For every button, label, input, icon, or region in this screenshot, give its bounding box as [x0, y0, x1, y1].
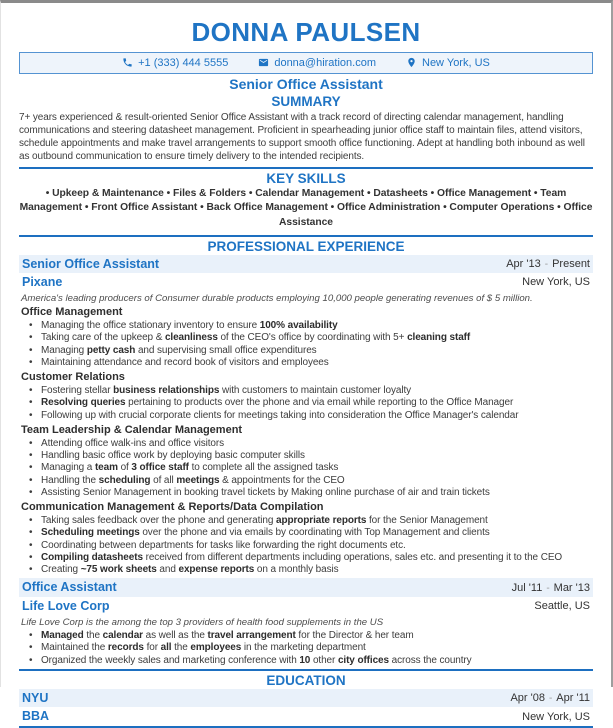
- date-start: Apr '13: [506, 257, 541, 270]
- date-separator: -: [548, 693, 553, 705]
- duty-group-title: Team Leadership & Calendar Management: [21, 423, 243, 436]
- date-separator: -: [546, 582, 550, 594]
- duty-list: [19, 630, 593, 668]
- duty-item: [29, 332, 593, 344]
- duty-text-segment: scheduling: [98, 474, 151, 486]
- duty-text-segment: Creating: [41, 564, 81, 576]
- duty-text-segment: & appointments for the CEO: [219, 474, 345, 486]
- duty-text-segment: cleanliness: [164, 332, 218, 344]
- duty-text-segment: Taking care of the upkeep &: [41, 332, 165, 344]
- date-separator: -: [544, 258, 549, 270]
- duty-list: [19, 438, 593, 500]
- duty-text-segment: travel arrangement: [207, 630, 296, 642]
- contact-location: [406, 57, 490, 69]
- duty-text-segment: across the country: [388, 654, 472, 666]
- duty-text-segment: Resolving queries: [41, 397, 126, 409]
- jobs-container: [19, 255, 593, 668]
- duty-item: [29, 527, 593, 539]
- duty-text-segment: 3 office staff: [131, 462, 189, 474]
- date-end: Mar '13: [553, 581, 590, 594]
- duty-text-segment: on a monthly basis: [254, 564, 339, 576]
- location-pin-icon: [406, 57, 417, 68]
- duty-item: [29, 438, 593, 450]
- duty-text-segment: team: [94, 462, 118, 474]
- job-entry: [19, 255, 593, 578]
- duty-item: [29, 552, 593, 564]
- company-location: New York, US: [522, 276, 590, 289]
- duty-text-segment: Following up with crucial corporate clients for meetings taking into consideration the Office Manager's calendar: [41, 409, 519, 421]
- duty-item: [29, 487, 593, 499]
- duty-item: [29, 655, 593, 667]
- phone-number: +1 (333) 444 5555: [138, 56, 229, 69]
- date-end: Present: [552, 257, 590, 270]
- duty-text-segment: received from different departments including operations, sales etc. and presenting it to the CEO: [142, 551, 563, 563]
- duty-text-segment: other: [310, 654, 338, 666]
- duty-group-title: Customer Relations: [21, 371, 125, 384]
- duty-text-segment: as well as the: [142, 630, 208, 642]
- summary-text: 7+ years experienced & result-oriented Senior Office Assistant with a track record of directing calendar management, handling communications and steering datasheet management. Proficient in spearheading junior office staff to maintain files, attend visitors, schedule appointments and make travel arrangements to support smooth office functioning. Adept at handling both inbound as well as outbound communication to ensure timely delivery to the intended recipients.: [19, 111, 585, 163]
- company-name: Life Love Corp: [22, 598, 110, 613]
- duty-item: [29, 397, 593, 409]
- date-start: Jul '11: [511, 581, 543, 594]
- duty-group-title: Office Management: [21, 306, 123, 319]
- duty-text-segment: appropriate reports: [275, 514, 367, 526]
- duty-text-segment: Fostering stellar: [41, 385, 114, 397]
- page-content: [1, 3, 611, 728]
- duty-item: [29, 385, 593, 397]
- education-degree: BBA: [22, 709, 50, 724]
- company-name: Pixane: [22, 274, 63, 289]
- duty-item: [29, 345, 593, 357]
- duty-text-segment: Managing the office stationary inventory to ensure: [41, 320, 260, 332]
- envelope-icon: [258, 57, 269, 68]
- company-description: America's leading producers of Consumer durable products employing 10,000 people generating revenues of $ 5 million.: [21, 293, 533, 305]
- duty-text-segment: expense reports: [178, 564, 255, 576]
- duty-text-segment: of all: [150, 474, 177, 486]
- duty-text-segment: of: [117, 462, 132, 474]
- contact-phone: [122, 57, 228, 69]
- duty-text-segment: records: [107, 642, 144, 654]
- duty-item: [29, 540, 593, 552]
- company-row: [19, 273, 593, 291]
- duty-text-segment: 10: [299, 654, 311, 666]
- duty-text-segment: Scheduling meetings: [41, 527, 140, 539]
- job-title-row: [19, 578, 593, 596]
- section-heading-education: EDUCATION: [266, 673, 346, 689]
- duty-text-segment: pertaining to products over the phone and via email while reporting to the Office Manager: [125, 397, 514, 409]
- duty-text-segment: ~75 work sheets: [80, 564, 157, 576]
- duty-text-segment: Attending office walk-ins and office visitors: [41, 437, 225, 449]
- job-title-row: [19, 255, 593, 273]
- location-text: New York, US: [422, 56, 490, 69]
- phone-icon: [122, 57, 133, 68]
- duty-text-segment: city offices: [337, 654, 389, 666]
- duty-item: [29, 410, 593, 422]
- duty-text-segment: for the Senior Management: [366, 514, 488, 526]
- duty-item: [29, 357, 593, 369]
- duty-list: [19, 385, 593, 423]
- duty-text-segment: in the marketing department: [241, 642, 366, 654]
- divider-rule: [19, 726, 593, 728]
- duty-item: [29, 450, 593, 462]
- company-location: Seattle, US: [534, 599, 590, 612]
- date-start: Apr '08: [510, 692, 545, 705]
- duty-text-segment: the: [171, 642, 191, 654]
- contact-email: [258, 57, 376, 69]
- duty-item: [29, 630, 593, 642]
- education-location: New York, US: [522, 710, 590, 723]
- section-heading-summary: SUMMARY: [271, 93, 341, 109]
- duty-list: [19, 320, 593, 370]
- company-row: [19, 597, 593, 615]
- duty-item: [29, 642, 593, 654]
- duty-text-segment: Compiling datasheets: [41, 551, 143, 563]
- education-school-row: [19, 689, 593, 707]
- education-degree-row: [19, 707, 593, 725]
- job-title: Office Assistant: [22, 580, 117, 595]
- section-heading-experience: PROFESSIONAL EXPERIENCE: [207, 238, 405, 254]
- duty-group-title: Communication Management & Reports/Data Compilation: [21, 501, 324, 514]
- duty-text-segment: and: [156, 564, 179, 576]
- dates: [512, 582, 590, 594]
- duty-text-segment: Managed: [41, 630, 84, 642]
- duty-text-segment: Coordinating between departments for tasks like forwarding the right documents etc.: [41, 539, 406, 551]
- duty-text-segment: with customers to maintain customer loyalty: [219, 385, 412, 397]
- duty-text-segment: Managing: [41, 344, 87, 356]
- duty-text-segment: petty cash: [86, 344, 136, 356]
- duty-text-segment: of the CEO's office by coordinating with 5+: [217, 332, 408, 344]
- email-address: donna@hiration.com: [274, 56, 376, 69]
- duty-text-segment: all: [160, 642, 172, 654]
- duty-item: [29, 462, 593, 474]
- candidate-name: DONNA PAULSEN: [191, 17, 421, 47]
- duty-text-segment: over the phone and via emails by coordinating with Top Management and clients: [139, 527, 490, 539]
- contact-bar: [19, 52, 593, 74]
- company-description: Life Love Corp is the among the top 3 providers of health food supplements in the US: [21, 617, 384, 629]
- duty-list: [19, 515, 593, 577]
- duty-item: [29, 475, 593, 487]
- duty-text-segment: Handling the: [41, 474, 99, 486]
- dates: [510, 692, 590, 704]
- duty-text-segment: the: [83, 630, 103, 642]
- duty-item: [29, 564, 593, 576]
- duty-text-segment: Organized the weekly sales and marketing conference with: [41, 654, 300, 666]
- duty-text-segment: employees: [190, 642, 242, 654]
- duty-text-segment: meetings: [176, 474, 220, 486]
- duty-text-segment: Maintained the: [41, 642, 108, 654]
- job-title: Senior Office Assistant: [22, 256, 160, 271]
- education-school: NYU: [22, 691, 49, 706]
- duty-text-segment: cleaning staff: [407, 332, 471, 344]
- duty-text-segment: Assisting Senior Management in booking travel tickets by Making online purchase of air and train tickets: [41, 486, 490, 498]
- duty-text-segment: to complete all the assigned tasks: [188, 462, 339, 474]
- duty-text-segment: business relationships: [113, 385, 220, 397]
- duty-text-segment: for: [143, 642, 161, 654]
- duty-item: [29, 515, 593, 527]
- duty-text-segment: 100% availability: [259, 320, 338, 332]
- education-rows: [19, 689, 593, 726]
- job-entry: [19, 578, 593, 668]
- document-title: Senior Office Assistant: [229, 75, 383, 92]
- duty-text-segment: for the Director & her team: [295, 630, 414, 642]
- duty-text-segment: and supervising small office expenditures: [135, 344, 317, 356]
- duty-item: [29, 320, 593, 332]
- date-end: Apr '11: [556, 692, 590, 705]
- duty-text-segment: Handling basic office work by deploying basic computer skills: [41, 449, 305, 461]
- dates: [506, 258, 590, 270]
- duty-text-segment: Maintaining attendance and record book of visitors and employees: [41, 357, 329, 368]
- duty-text-segment: Taking sales feedback over the phone and generating: [41, 514, 276, 526]
- section-heading-key-skills: KEY SKILLS: [266, 170, 346, 186]
- duty-text-segment: calendar: [102, 630, 143, 642]
- duty-text-segment: Managing a: [41, 462, 95, 474]
- skills-text: • Upkeep & Maintenance • Files & Folders • Calendar Management • Datasheets • Office Management • Team Management • Front Office Assistant • Back Office Management • Office Administration • Computer Operations • Office Assistance: [19, 187, 593, 228]
